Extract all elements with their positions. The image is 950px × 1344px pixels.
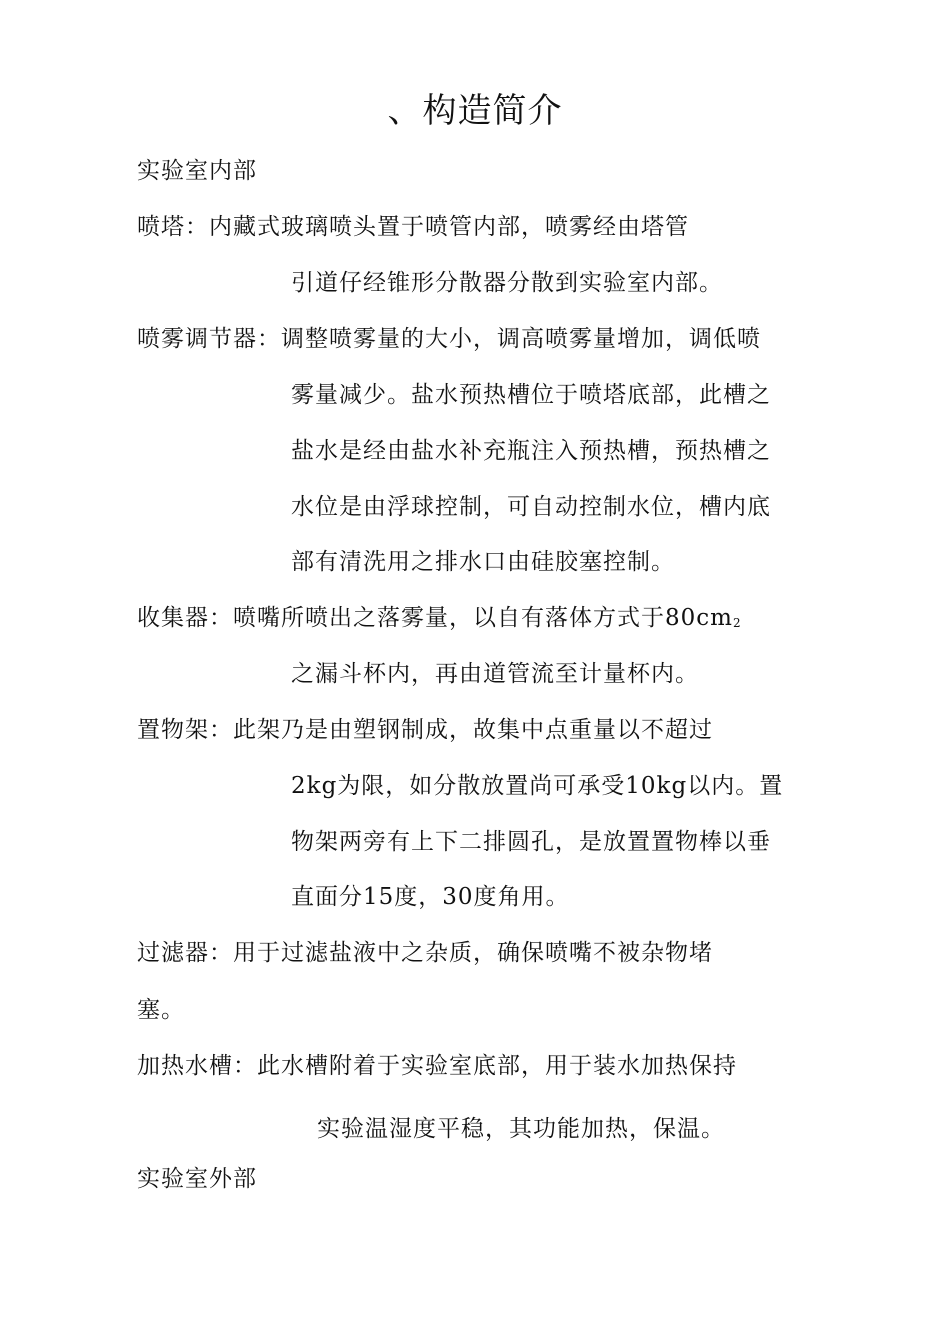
collector-line-1-text: 收集器：喷嘴所喷出之落雾量，以自有落体方式于80cm — [137, 605, 733, 631]
section-heading-inside: 实验室内部 — [137, 158, 257, 184]
collector-line-2: 之漏斗杯内，再由道管流至计量杯内。 — [291, 661, 699, 687]
rack-line-2: 2kg为限，如分散放置尚可承受10kg以内。置 — [291, 773, 784, 799]
heating-tank-line-1: 加热水槽：此水槽附着于实验室底部，用于装水加热保持 — [137, 1053, 737, 1079]
rack-line-3: 物架两旁有上下二排圆孔，是放置置物棒以垂 — [291, 829, 771, 855]
section-heading-outside: 实验室外部 — [137, 1166, 257, 1192]
page-title: 、构造简介 — [387, 91, 563, 131]
spray-regulator-line-2: 雾量减少。盐水预热槽位于喷塔底部，此槽之 — [291, 382, 771, 408]
heating-tank-line-2: 实验温湿度平稳，其功能加热，保温。 — [317, 1116, 725, 1142]
spray-regulator-line-3: 盐水是经由盐水补充瓶注入预热槽，预热槽之 — [291, 438, 771, 464]
collector-unit-superscript: 2 — [732, 616, 742, 630]
spray-regulator-line-4: 水位是由浮球控制，可自动控制水位，槽内底 — [291, 494, 771, 520]
spray-regulator-line-5: 部有清洗用之排水口由硅胶塞控制。 — [291, 549, 675, 575]
spray-tower-line-1: 喷塔：内藏式玻璃喷头置于喷管内部，喷雾经由塔管 — [137, 214, 689, 240]
spray-tower-line-2: 引道仔经锥形分散器分散到实验室内部。 — [291, 270, 723, 296]
collector-line-1 — [137, 603, 742, 638]
rack-line-1: 置物架：此架乃是由塑钢制成，故集中点重量以不超过 — [137, 717, 713, 743]
rack-line-4: 直面分15度，30度角用。 — [291, 884, 570, 910]
filter-line-1: 过滤器：用于过滤盐液中之杂质，确保喷嘴不被杂物堵 — [137, 940, 713, 966]
filter-line-2: 塞。 — [137, 997, 185, 1023]
spray-regulator-line-1: 喷雾调节器：调整喷雾量的大小，调高喷雾量增加，调低喷 — [137, 326, 761, 352]
